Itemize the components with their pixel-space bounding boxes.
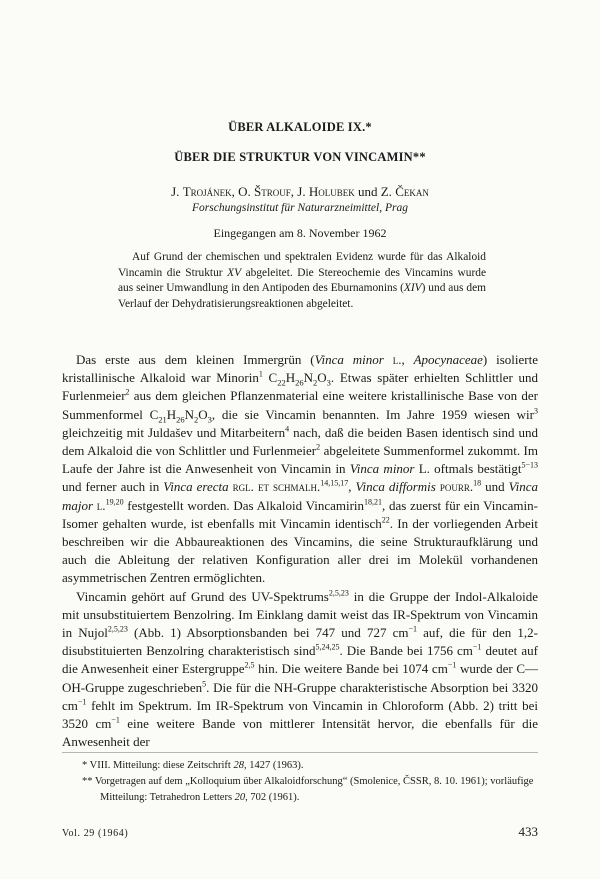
footnote-2 [62, 774, 538, 806]
author-initial: , O. [231, 184, 255, 199]
text-run: ) isolierte kristallinische Alkaloid war Minorin [62, 352, 538, 386]
text-run: * VIII. Mitteilung: diese Zeitschrift [82, 760, 234, 771]
author-name: Holubek [308, 184, 355, 199]
species-name: Vinca minor [314, 352, 384, 367]
formula-subscript: 2 [194, 414, 199, 425]
structure-ref: XIV [403, 282, 422, 295]
text-run: in die Gruppe der Indol-Alkaloide mit unsubstituiertem Benzolring. Im Einklang damit weist das IR-Spektrum von Vincamin in Nujol [62, 588, 538, 641]
citation: 19,20 [105, 497, 124, 507]
author-initial: , J. [290, 184, 309, 199]
text-run: abgeleitet. Die Stereochemie des Vincamins wurde aus seiner Umwandlung in den Antipoden des Eburnamonins ( [118, 266, 487, 295]
text-run: ) und aus dem Verlauf der Dehydratisierungsreaktionen abgeleitet. [118, 282, 487, 310]
text-run: . In der vorliegenden Arbeit beschreiben wir die Abbaureaktionen des Vincamins, die seine Strukturaufklärung und auch die Ableitung der relativen Konfiguration aller drei im Molekül vorhandenen asymmetrischen Zentren ermöglichten. [62, 515, 538, 586]
formula: O [198, 406, 208, 422]
authority: pourr. [435, 479, 474, 495]
text-run: festgestellt worden. Das Alkaloid Vincamirin [123, 497, 365, 513]
species-name: Vinca minor [349, 461, 415, 477]
unit-exponent: −1 [111, 715, 120, 725]
citation: 2 [316, 442, 321, 452]
citation: 2,5 [244, 661, 255, 671]
unit-exponent: −1 [77, 697, 87, 707]
text-run: ** Vorgetragen auf dem „Kolloquium über Alkaloidforschung“ (Smolenice, ČSSR, 8. 10. 1961); vorläufige Mitteilung: Tetrahedron Letters [82, 776, 534, 803]
footnote-divider [62, 752, 538, 753]
family-name: Apocynaceae [413, 352, 483, 367]
text-run: , das zuerst für ein Vincamin-Isomer gehalten wurde, ist ebenfalls mit Vincamin identisch [62, 497, 538, 531]
author-line [0, 184, 600, 200]
text-run: , 702 (1961). [245, 792, 300, 803]
article-title-line-2: ÜBER DIE STRUKTUR VON VINCAMIN** [174, 150, 426, 164]
text-run: deutet auf die Anwesenheit einer Estergruppe [62, 643, 538, 677]
citation: 2,5,23 [107, 624, 128, 634]
institution: Forschungsinstitut für Naturarzneimittel, Prag [192, 202, 408, 214]
text-run: . Etwas später erhielten Schlittler und Furlenmeier [62, 370, 538, 404]
text-run: und ferner auch in [62, 479, 164, 495]
formula: N [184, 406, 195, 422]
page-number: 433 [518, 824, 538, 839]
author-name: Štrouf [254, 184, 291, 199]
formula-subscript: 3 [207, 414, 212, 425]
formula-subscript: 22 [277, 377, 286, 388]
citation: 1 [258, 369, 263, 379]
volume-number: 20 [234, 792, 246, 803]
body-paragraph-1 [62, 351, 538, 588]
citation: 5,24,25 [315, 642, 340, 652]
volume-number: 28 [233, 760, 244, 771]
text-run: fehlt im Spektrum. Im IR-Spektrum von Vincamin in Chloroform (Abb. 2) tritt bei 3520 cm [62, 697, 538, 732]
formula-subscript: 26 [295, 377, 304, 388]
unit-exponent: −1 [408, 624, 418, 634]
text-run: aus dem gleichen Pflanzenmaterial eine weitere kristallinische Base von der Summenformel C [62, 388, 538, 422]
text-run: auf, die für den 1,2-disubstituierten Benzolring charakteristisch sind [62, 625, 538, 659]
author-name: Trojánek [182, 184, 232, 199]
text-run: Auf Grund der chemischen und spektralen Evidenz wurde für das Alkaloid Vincamin die Struktur [118, 251, 486, 279]
text-run: L. oftmals bestätigt [414, 461, 522, 477]
citation: 18 [473, 479, 482, 489]
formula: H [166, 406, 177, 422]
text-run: eine weitere Bande von mittlerer Intensität hervor, die ebenfalls für die Anwesenheit der [62, 716, 538, 750]
author-name: Čekan [395, 184, 429, 199]
footnote-1 [62, 758, 538, 774]
body-paragraph-2 [62, 588, 538, 752]
formula: N [303, 370, 313, 386]
formula-subscript: 3 [326, 377, 331, 388]
citation: 3 [534, 406, 538, 416]
text-run: , 1427 (1963). [243, 760, 304, 771]
unit-exponent: −1 [472, 642, 482, 652]
citation: 2 [125, 388, 130, 398]
text-run: gleichzeitig mit Juldašev und Mitarbeitern [62, 424, 286, 440]
citation: 18,21 [364, 497, 383, 507]
text-run: , die sie Vincamin benannten. Im Jahre 1959 wiesen wir [211, 406, 534, 422]
citation: 4 [285, 424, 290, 434]
text-run: wurde der C—OH-Gruppe zugeschrieben [62, 661, 538, 695]
text-run: und [481, 479, 509, 495]
formula-subscript: 21 [158, 414, 167, 425]
species-name: Vinca difformis [355, 479, 436, 495]
citation: 5−13 [521, 460, 538, 470]
text-run: Vincamin gehört auf Grund des UV-Spektrums [76, 588, 329, 604]
text-run: abgeleitete Summenformel zukommt. Im Laufe der Jahre ist die Anwesenheit von Vincamin in [62, 443, 538, 477]
author-initial: J. [171, 184, 183, 199]
journal-volume: Vol. 29 (1964) [62, 828, 129, 839]
text-run: . Die für die NH-Gruppe charakteristische Absorption bei 3320 cm [62, 679, 538, 713]
body-text [62, 351, 538, 751]
citation: 14,15,17 [320, 479, 349, 489]
citation: 2,5,23 [328, 588, 349, 598]
unit-exponent: −1 [447, 661, 457, 671]
authority: rgl. et schmalh. [228, 479, 321, 495]
text-run: , [348, 479, 356, 495]
citation: 22 [381, 515, 390, 525]
text-run: (Abb. 1) Absorptionsbanden bei 747 und 727 cm [127, 625, 409, 641]
text-run: . Die Bande bei 1756 cm [339, 643, 473, 659]
author-initial: Z. [380, 184, 396, 199]
abstract [118, 250, 486, 312]
text-run: Das erste aus dem kleinen Immergrün ( [76, 352, 315, 367]
formula: H [285, 370, 296, 386]
formula-subscript: 26 [176, 414, 185, 425]
authority: l. [93, 497, 106, 513]
formula: C [262, 370, 278, 386]
footnotes [62, 758, 538, 806]
received-date: Eingegangen am 8. November 1962 [213, 226, 387, 240]
formula: O [317, 370, 327, 386]
structure-ref: XV [227, 266, 242, 279]
citation: 5 [202, 679, 207, 689]
authority: l., [383, 352, 414, 367]
abstract-paragraph [118, 250, 486, 312]
species-name: Vinca major [62, 479, 539, 513]
text-run: hin. Die weitere Bande bei 1074 cm [254, 661, 448, 677]
species-name: Vinca erecta [163, 479, 229, 495]
formula-subscript: 2 [313, 377, 318, 388]
author-conjunction: und [354, 184, 381, 199]
article-title-line-1: ÜBER ALKALOIDE IX.* [228, 120, 372, 134]
text-run: nach, daß die beiden Basen identisch sind und dem Alkaloid die von Schlittler und Furlenmeier [62, 424, 538, 459]
